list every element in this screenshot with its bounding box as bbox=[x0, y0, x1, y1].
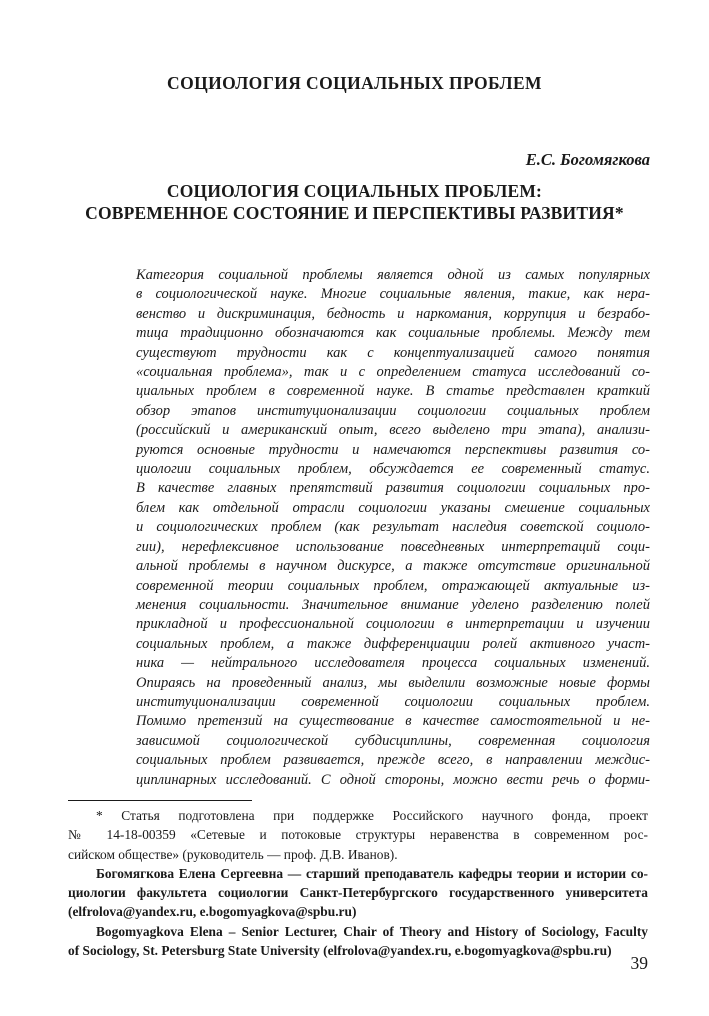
text-line: Богомягкова Елена Сергеевна — старший преподаватель кафедры теории и истории со- bbox=[96, 865, 648, 881]
author-affiliation-en bbox=[68, 922, 648, 961]
text-line: of Sociology, St. Petersburg State University (elfrolova@yandex.ru, e.bogomyagkova@spbu.ru) bbox=[68, 943, 612, 959]
author-name: Е.С. Богомягкова bbox=[525, 150, 650, 169]
article-title-line1: СОЦИОЛОГИЯ СОЦИАЛЬНЫХ ПРОБЛЕМ: bbox=[166, 181, 543, 201]
abstract-text bbox=[136, 266, 650, 790]
text-line: (elfrolova@yandex.ru, e.bogomyagkova@spbu.ru) bbox=[68, 904, 357, 920]
text-line: гии), нерефлексивное использование повседневных интерпретаций соци- bbox=[136, 538, 650, 555]
funding-note bbox=[68, 806, 648, 864]
text-line: прикладной и профессиональной социологии в интерпретации и изучении bbox=[136, 616, 650, 633]
text-line: * Статья подготовлена при поддержке Российского научного фонда, проект bbox=[96, 808, 648, 823]
text-line: зависимой социологической субдисциплины, современная социология bbox=[136, 732, 650, 749]
text-line: Категория социальной проблемы является одной из самых популярных bbox=[136, 267, 650, 283]
text-line: № 14-18-00359 «Сетевые и потоковые структуры неравенства в современном рос- bbox=[68, 827, 648, 843]
text-line: социальных проблем развивается, прежде всего, в направлении междис- bbox=[136, 752, 650, 769]
text-line: социальных проблем, а также дифференциации ролей активного участ- bbox=[136, 635, 650, 652]
text-line: в социологической науке. Многие социальные явления, такие, как нера- bbox=[136, 286, 650, 303]
text-line: альной проблемы в научном дискурсе, а также отсутствие оригинальной bbox=[136, 558, 650, 575]
text-line: Опираясь на проведенный анализ, мы выделили возможные новые формы bbox=[136, 674, 650, 691]
text-line: современной теории социальных проблем, отражающей актуальные из- bbox=[136, 577, 650, 594]
text-line: институционализации современной социологии социальных проблем. bbox=[136, 693, 650, 710]
text-line: и социологических проблем (как результат наследия советской социоло- bbox=[136, 519, 650, 536]
text-line: В качестве главных препятствий развития социологии социальных про- bbox=[136, 480, 650, 497]
text-line: Bogomyagkova Elena – Senior Lecturer, Chair of Theory and History of Sociology, Faculty bbox=[96, 923, 648, 939]
text-line: сийском обществе» (руководитель — проф. Д.В. Иванов). bbox=[68, 846, 398, 862]
text-line: циплинарных исследований. С одной стороны, можно вести речь о форми- bbox=[136, 771, 650, 788]
footnote-block bbox=[68, 806, 648, 960]
text-line: циологии факультета социологии Санкт-Петербургского государственного университета bbox=[68, 885, 648, 901]
text-line: венство и дискриминация, бедность и наркомания, коррупция и безрабо- bbox=[136, 305, 650, 322]
text-line: циальных проблем в современной науке. В статье представлен краткий bbox=[136, 383, 650, 400]
text-line: менения социальности. Значительное внимание уделено разделению полей bbox=[136, 596, 650, 613]
text-line: тица традиционно обозначаются как социальные проблемы. Между тем bbox=[136, 325, 650, 342]
author-affiliation-ru bbox=[68, 864, 648, 922]
text-line: Помимо претензий на существование в качестве самостоятельной и не- bbox=[136, 713, 650, 730]
text-line: «социальная проблема», так и с определением статуса исследований со- bbox=[136, 364, 650, 381]
article-title-line2: СОВРЕМЕННОЕ СОСТОЯНИЕ И ПЕРСПЕКТИВЫ РАЗВИТИЯ* bbox=[85, 202, 624, 223]
page-number: 39 bbox=[630, 953, 648, 973]
article-title bbox=[40, 181, 669, 224]
text-line: обзор этапов институционализации социологии социальных проблем bbox=[136, 402, 650, 419]
text-line: циологии социальных проблем, обсуждается ее современный статус. bbox=[136, 461, 650, 478]
text-line: блем как отдельной отрасли социологии указаны смешение социальных bbox=[136, 499, 650, 516]
text-line: (российский и американский опыт, всего выделено три этапа), анализи- bbox=[136, 422, 650, 439]
journal-section-header: СОЦИОЛОГИЯ СОЦИАЛЬНЫХ ПРОБЛЕМ bbox=[167, 73, 542, 93]
text-line: руются основные трудности и намечаются перспективы развития со- bbox=[136, 441, 650, 458]
text-line: существуют трудности как с концептуализацией самого понятия bbox=[136, 344, 650, 361]
text-line: ника — нейтрального исследователя процесса социальных изменений. bbox=[136, 655, 650, 672]
footnote-separator-line bbox=[68, 800, 252, 801]
